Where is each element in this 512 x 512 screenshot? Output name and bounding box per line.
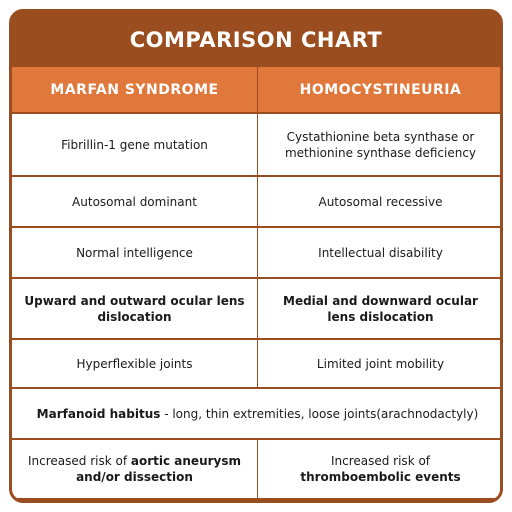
table-cell-right: Cystathionine beta synthase or methionine synthase deficiency <box>258 114 503 175</box>
table-cell-right: Medial and downward ocular lens dislocation <box>258 279 503 338</box>
comparison-chart-card <box>9 9 503 503</box>
comparison-table <box>12 67 500 498</box>
table-cell-left: Autosomal dominant <box>12 177 257 226</box>
shared-row-text: - long, thin extremities, loose joints(arachnodactyly) <box>160 406 479 421</box>
column-header-homocystineuria: HOMOCYSTINEURIA <box>258 67 503 112</box>
column-header-marfan: MARFAN SYNDROME <box>12 67 257 112</box>
table-cell-right <box>258 440 503 498</box>
table-cell-right: Intellectual disability <box>258 228 503 277</box>
table-cell-right: Limited joint mobility <box>258 340 503 387</box>
table-cell-left: Hyperflexible joints <box>12 340 257 387</box>
last-row-right-text: Increased risk of <box>330 454 431 468</box>
chart-title: COMPARISON CHART <box>12 12 500 67</box>
table-cell-left: Fibrillin-1 gene mutation <box>12 114 257 175</box>
last-row-right-bold-text: thromboembolic events <box>300 470 461 484</box>
table-cell-right: Autosomal recessive <box>258 177 503 226</box>
table-cell-left <box>12 440 257 498</box>
table-cell-left: Upward and outward ocular lens dislocation <box>12 279 257 338</box>
shared-row-cell <box>12 389 503 438</box>
last-row-left-text: Increased risk of <box>28 454 131 468</box>
shared-row-bold-text: Marfanoid habitus <box>36 406 161 421</box>
last-row-left-bold-text: aortic aneurysm and/or dissection <box>76 454 241 484</box>
table-cell-left: Normal intelligence <box>12 228 257 277</box>
